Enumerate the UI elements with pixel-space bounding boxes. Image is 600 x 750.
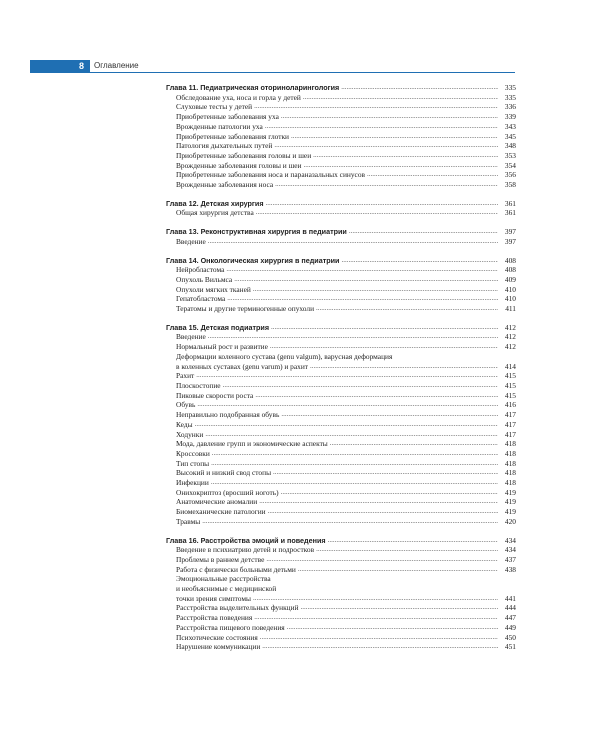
page-ref: 335 bbox=[504, 83, 516, 92]
page-ref: 447 bbox=[504, 613, 516, 623]
leader-dots bbox=[259, 497, 498, 507]
entry-title: Опухоль Вильмса bbox=[176, 274, 233, 284]
running-header bbox=[0, 60, 600, 72]
toc-entry[interactable] bbox=[166, 478, 516, 488]
page-ref: 418 bbox=[504, 458, 516, 468]
toc-entry[interactable] bbox=[166, 613, 516, 623]
toc-entry[interactable] bbox=[166, 285, 516, 295]
entry-title: Опухоли мягких тканей bbox=[176, 284, 251, 294]
leader-dots bbox=[274, 141, 498, 151]
page-ref: 412 bbox=[504, 332, 516, 342]
page-ref: 408 bbox=[504, 265, 516, 275]
leader-dots bbox=[202, 517, 498, 527]
toc-entry[interactable] bbox=[166, 439, 516, 449]
entry-title: Высокий и низкий свод стопы bbox=[176, 468, 272, 478]
entry-title: Рахит bbox=[176, 371, 195, 381]
leader-dots bbox=[197, 400, 498, 410]
page-ref: 418 bbox=[504, 468, 516, 478]
entry-title: Кеды bbox=[176, 419, 193, 429]
entry-title: Врожденные заболевания носа bbox=[176, 180, 274, 190]
page-ref: 414 bbox=[504, 361, 516, 371]
page-ref: 339 bbox=[504, 112, 516, 122]
leader-dots bbox=[341, 83, 498, 93]
page-ref: 434 bbox=[504, 545, 516, 555]
toc-entry[interactable] bbox=[166, 381, 516, 391]
leader-dots bbox=[253, 594, 498, 604]
toc-entry[interactable] bbox=[166, 430, 516, 440]
leader-dots bbox=[223, 381, 498, 391]
entry-title: Введение в психиатрию детей и подростков bbox=[176, 545, 315, 555]
leader-dots bbox=[211, 478, 498, 488]
leader-dots bbox=[301, 603, 498, 613]
toc-entry[interactable] bbox=[166, 93, 516, 103]
page-ref: 408 bbox=[504, 255, 516, 265]
leader-dots bbox=[271, 323, 498, 333]
toc-entry[interactable] bbox=[166, 304, 516, 314]
entry-title: Психотические состояния bbox=[176, 632, 258, 642]
leader-dots bbox=[328, 536, 498, 546]
toc-entry[interactable] bbox=[166, 488, 516, 498]
entry-title: Травмы bbox=[176, 516, 201, 526]
toc-chapter bbox=[166, 199, 516, 218]
leader-dots bbox=[262, 642, 498, 652]
entry-title: Ходунки bbox=[176, 429, 204, 439]
leader-dots bbox=[260, 633, 498, 643]
entry-title: Тератомы и другие терминогенные опухоли bbox=[176, 304, 315, 314]
toc-entry[interactable] bbox=[166, 122, 516, 132]
page-ref: 336 bbox=[504, 102, 516, 112]
toc-chapter bbox=[166, 256, 516, 314]
toc-entry[interactable] bbox=[166, 391, 516, 401]
toc-entry[interactable] bbox=[166, 371, 516, 381]
page-ref: 348 bbox=[504, 141, 516, 151]
toc-entry[interactable] bbox=[166, 545, 516, 555]
page-ref: 415 bbox=[504, 390, 516, 400]
entry-title: Приобретенные заболевания носа и параназальных синусов bbox=[176, 170, 366, 180]
toc-entry[interactable] bbox=[166, 594, 516, 604]
leader-dots bbox=[316, 304, 498, 314]
leader-dots bbox=[212, 449, 498, 459]
leader-dots bbox=[281, 488, 498, 498]
page-ref: 361 bbox=[504, 208, 516, 218]
leader-dots bbox=[253, 285, 498, 295]
entry-title: Онихокриптоз (вросший ноготь) bbox=[176, 487, 279, 497]
leader-dots bbox=[205, 430, 498, 440]
header-title: Оглавление bbox=[94, 61, 139, 70]
leader-dots bbox=[304, 161, 498, 171]
leader-dots bbox=[266, 199, 498, 209]
page-ref: 415 bbox=[504, 380, 516, 390]
toc-entry[interactable] bbox=[166, 102, 516, 112]
leader-dots bbox=[303, 93, 498, 103]
entry-title: Приобретенные заболевания глотки bbox=[176, 131, 290, 141]
toc-entry[interactable] bbox=[166, 555, 516, 565]
toc-entry[interactable] bbox=[166, 170, 516, 180]
entry-title: Расстройства выделительных функций bbox=[176, 603, 299, 613]
toc-entry[interactable] bbox=[166, 468, 516, 478]
entry-title: Плоскостопие bbox=[176, 380, 221, 390]
leader-dots bbox=[255, 391, 498, 401]
toc-entry[interactable] bbox=[166, 132, 516, 142]
entry-title: Пиковые скорости роста bbox=[176, 390, 254, 400]
leader-dots bbox=[227, 294, 498, 304]
entry-title: в коленных суставах (genu varum) и рахит bbox=[176, 361, 309, 371]
entry-title: Кроссовки bbox=[176, 448, 210, 458]
entry-title: Врожденные заболевания головы и шеи bbox=[176, 160, 302, 170]
entry-title: Работа с физически больными детьми bbox=[176, 564, 296, 574]
entry-title: Обувь bbox=[176, 400, 196, 410]
page-ref: 418 bbox=[504, 478, 516, 488]
toc-entry[interactable] bbox=[166, 332, 516, 342]
page-ref: 419 bbox=[504, 497, 516, 507]
entry-title: Слуховые тесты у детей bbox=[176, 102, 253, 112]
page-ref: 449 bbox=[504, 622, 516, 632]
leader-dots bbox=[349, 227, 498, 237]
header-rule bbox=[30, 72, 515, 73]
leader-dots bbox=[281, 112, 498, 122]
toc-entry-line: Деформации коленного сустава (genu valgum), варусная деформация bbox=[176, 351, 393, 361]
toc-entry[interactable] bbox=[166, 497, 516, 507]
leader-dots bbox=[208, 237, 498, 247]
leader-dots bbox=[298, 565, 498, 575]
entry-title: Нормальный рост и развитие bbox=[176, 342, 268, 352]
page-ref: 361 bbox=[504, 198, 516, 208]
entry-title: Нарушение коммуникации bbox=[176, 642, 261, 652]
leader-dots bbox=[195, 420, 498, 430]
page-ref: 417 bbox=[504, 410, 516, 420]
page-ref: 415 bbox=[504, 371, 516, 381]
toc-chapter bbox=[166, 536, 516, 652]
entry-title: Тип стопы bbox=[176, 458, 210, 468]
toc-entry[interactable] bbox=[166, 342, 516, 352]
entry-title: Приобретенные заболевания головы и шеи bbox=[176, 150, 312, 160]
leader-dots bbox=[254, 102, 498, 112]
toc-entry-line: и необъяснимые с медицинской bbox=[176, 584, 277, 594]
toc-chapter-heading[interactable] bbox=[166, 83, 516, 93]
toc-entry[interactable] bbox=[166, 161, 516, 171]
toc-chapter-heading[interactable] bbox=[166, 536, 516, 546]
chapter-title: Глава 14. Онкологическая хирургия в педиатрии bbox=[166, 255, 340, 265]
page-ref: 412 bbox=[504, 342, 516, 352]
page-ref: 397 bbox=[504, 227, 516, 237]
entry-title: Инфекции bbox=[176, 478, 209, 488]
entry-title: Неправильно подобранная обувь bbox=[176, 410, 280, 420]
entry-title: Проблемы в раннем детстве bbox=[176, 554, 265, 564]
leader-dots bbox=[265, 122, 498, 132]
page-ref: 437 bbox=[504, 554, 516, 564]
page-ref: 410 bbox=[504, 284, 516, 294]
table-of-contents bbox=[166, 83, 516, 652]
toc-chapter-heading[interactable] bbox=[166, 323, 516, 333]
leader-dots bbox=[330, 439, 498, 449]
toc-chapter bbox=[166, 227, 516, 246]
page-ref: 438 bbox=[504, 564, 516, 574]
toc-entry[interactable] bbox=[166, 565, 516, 575]
page-ref: 417 bbox=[504, 429, 516, 439]
leader-dots bbox=[341, 256, 498, 266]
leader-dots bbox=[313, 151, 498, 161]
toc-entry[interactable] bbox=[166, 362, 516, 372]
leader-dots bbox=[256, 208, 498, 218]
toc-entry[interactable] bbox=[166, 623, 516, 633]
entry-title: Нейробластома bbox=[176, 265, 225, 275]
leader-dots bbox=[270, 342, 498, 352]
chapter-title: Глава 12. Детская хирургия bbox=[166, 198, 264, 208]
toc-entry[interactable] bbox=[166, 275, 516, 285]
toc-chapter-heading[interactable] bbox=[166, 199, 516, 209]
entry-title: Биомеханические патологии bbox=[176, 507, 266, 517]
toc-entry[interactable] bbox=[166, 294, 516, 304]
toc-entry[interactable] bbox=[166, 410, 516, 420]
entry-title: Врожденные патологии уха bbox=[176, 121, 263, 131]
toc-entry[interactable] bbox=[166, 633, 516, 643]
page-ref: 353 bbox=[504, 150, 516, 160]
entry-title: Гепатобластома bbox=[176, 294, 226, 304]
toc-entry[interactable] bbox=[166, 208, 516, 218]
toc-chapter-heading[interactable] bbox=[166, 256, 516, 266]
leader-dots bbox=[266, 555, 498, 565]
toc-entry[interactable] bbox=[166, 420, 516, 430]
chapter-title: Глава 15. Детская подиатрия bbox=[166, 322, 270, 332]
toc-entry[interactable] bbox=[166, 151, 516, 161]
page-ref: 419 bbox=[504, 487, 516, 497]
page-ref: 420 bbox=[504, 516, 516, 526]
leader-dots bbox=[287, 623, 498, 633]
page-ref: 444 bbox=[504, 603, 516, 613]
entry-title: Патология дыхательных путей bbox=[176, 141, 273, 151]
toc-entry-line: Эмоциональные расстройства bbox=[176, 574, 271, 584]
entry-title: точки зрения симптомы bbox=[176, 593, 251, 603]
page-ref: 335 bbox=[504, 92, 516, 102]
leader-dots bbox=[208, 332, 498, 342]
page-ref: 358 bbox=[504, 180, 516, 190]
toc-entry[interactable] bbox=[166, 400, 516, 410]
page-ref: 418 bbox=[504, 448, 516, 458]
entry-title: Приобретенные заболевания уха bbox=[176, 112, 279, 122]
toc-entry[interactable] bbox=[166, 180, 516, 190]
page-ref: 417 bbox=[504, 419, 516, 429]
entry-title: Общая хирургия детства bbox=[176, 208, 254, 218]
leader-dots bbox=[310, 362, 498, 372]
chapter-title: Глава 11. Педиатрическая оториноларингология bbox=[166, 83, 340, 92]
page-ref: 419 bbox=[504, 507, 516, 517]
leader-dots bbox=[273, 468, 498, 478]
toc-entry[interactable] bbox=[166, 642, 516, 652]
chapter-title: Глава 13. Реконструктивная хирургия в педиатрии bbox=[166, 227, 347, 237]
page-ref: 411 bbox=[505, 304, 516, 314]
page-ref: 356 bbox=[504, 170, 516, 180]
leader-dots bbox=[254, 613, 498, 623]
leader-dots bbox=[281, 410, 498, 420]
entry-title: Расстройства пищевого поведения bbox=[176, 622, 285, 632]
toc-chapter bbox=[166, 83, 516, 190]
toc-entry[interactable] bbox=[166, 237, 516, 247]
toc-entry[interactable] bbox=[166, 507, 516, 517]
leader-dots bbox=[275, 180, 498, 190]
toc-chapter bbox=[166, 323, 516, 527]
toc-chapter-heading[interactable] bbox=[166, 227, 516, 237]
page-ref: 441 bbox=[504, 593, 516, 603]
toc-entry[interactable] bbox=[166, 112, 516, 122]
entry-title: Введение bbox=[176, 236, 206, 246]
leader-dots bbox=[226, 265, 498, 275]
leader-dots bbox=[196, 371, 498, 381]
page-ref: 345 bbox=[504, 131, 516, 141]
toc-entry[interactable] bbox=[166, 603, 516, 613]
leader-dots bbox=[291, 132, 498, 142]
page-number: 8 bbox=[30, 60, 90, 72]
toc-entry[interactable] bbox=[166, 141, 516, 151]
entry-title: Введение bbox=[176, 332, 206, 342]
toc-entry[interactable] bbox=[166, 517, 516, 527]
leader-dots bbox=[234, 275, 498, 285]
leader-dots bbox=[316, 545, 498, 555]
page-ref: 434 bbox=[504, 535, 516, 545]
entry-title: Расстройства поведения bbox=[176, 613, 253, 623]
entry-title: Мода, давление групп и экономические аспекты bbox=[176, 439, 328, 449]
toc-entry[interactable] bbox=[166, 265, 516, 275]
leader-dots bbox=[211, 459, 498, 469]
page-ref: 412 bbox=[504, 322, 516, 332]
leader-dots bbox=[268, 507, 498, 517]
page-ref: 450 bbox=[504, 632, 516, 642]
page-ref: 409 bbox=[504, 274, 516, 284]
page-ref: 354 bbox=[504, 160, 516, 170]
entry-title: Обследование уха, носа и горла у детей bbox=[176, 92, 301, 102]
page-ref: 416 bbox=[504, 400, 516, 410]
chapter-title: Глава 16. Расстройства эмоций и поведения bbox=[166, 535, 326, 545]
leader-dots bbox=[367, 170, 498, 180]
entry-title: Анатомические аномалии bbox=[176, 497, 258, 507]
toc-entry[interactable] bbox=[166, 459, 516, 469]
page-ref: 410 bbox=[504, 294, 516, 304]
page-ref: 451 bbox=[504, 642, 516, 652]
toc-entry[interactable] bbox=[166, 449, 516, 459]
page-ref: 343 bbox=[504, 121, 516, 131]
page-ref: 397 bbox=[504, 236, 516, 246]
page-ref: 418 bbox=[504, 439, 516, 449]
